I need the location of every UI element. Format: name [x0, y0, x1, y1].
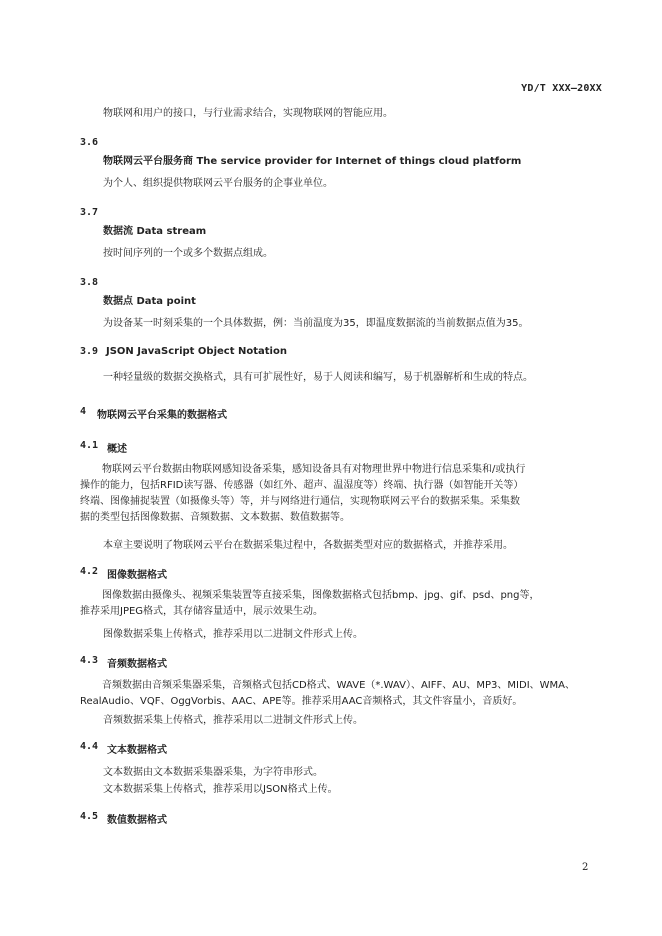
- term-definition-3-9: 一种轻量级的数据交换格式，具有可扩展性好，易于人阅读和编写，易于机器解析和生成的特点。: [103, 372, 533, 383]
- term-definition-3-7: 按时间序列的一个或多个数据点组成。: [103, 248, 273, 259]
- text-line: 终端、图像捕捉装置（如摄像头等）等，并与网络进行通信，实现物联网云平台的数据采集。采集数: [80, 496, 520, 507]
- section-4-2-paragraph-1: [80, 588, 600, 620]
- section-title-4-5: 数值数据格式: [107, 815, 167, 826]
- chapter-title: 物联网云平台采集的数据格式: [97, 410, 227, 421]
- section-title-4-3: 音频数据格式: [107, 659, 167, 670]
- text-line: 音频数据由音频采集器采集，音频格式包括CD格式、WAVE（*.WAV）、AIFF、AU、MP3、MIDI、WMA、: [102, 680, 576, 691]
- text-line: 推荐采用JPEG格式，其存储容量适中，展示效果生动。: [80, 606, 324, 617]
- term-title-3-6: 物联网云平台服务商 The service provider for Internet of things cloud platform: [103, 156, 522, 167]
- section-4-4-paragraph-1: 文本数据由文本数据采集器采集，为字符串形式。: [103, 767, 323, 778]
- section-number-4-2: 4.2: [80, 566, 99, 577]
- section-title-4-2: 图像数据格式: [107, 570, 167, 581]
- paragraph-intro-tail: 物联网和用户的接口，与行业需求结合，实现物联网的智能应用。: [103, 108, 393, 119]
- section-4-1-paragraph-2: 本章主要说明了物联网云平台在数据采集过程中，各数据类型对应的数据格式，并推荐采用。: [103, 540, 513, 551]
- section-4-3-paragraph-2: 音频数据采集上传格式，推荐采用以二进制文件形式上传。: [103, 715, 363, 726]
- section-number-4-3: 4.3: [80, 655, 99, 666]
- page-number: 2: [582, 862, 589, 873]
- text-line: 据的类型包括图像数据、音频数据、文本数据、数值数据等。: [80, 512, 350, 523]
- chapter-number: 4: [80, 406, 87, 417]
- section-title-4-4: 文本数据格式: [107, 745, 167, 756]
- section-title-4-1: 概述: [107, 444, 127, 455]
- term-title-3-9: JSON JavaScript Object Notation: [106, 346, 287, 357]
- section-4-2-paragraph-2: 图像数据采集上传格式，推荐采用以二进制文件形式上传。: [103, 629, 363, 640]
- term-number-3-8: 3.8: [80, 277, 99, 288]
- document-id: YD/T XXX—20XX: [521, 83, 602, 94]
- term-number-3-9: 3.9: [80, 346, 99, 357]
- text-line: 物联网云平台数据由物联网感知设备采集，感知设备具有对物理世界中物进行信息采集和/或执行: [102, 464, 526, 475]
- section-number-4-1: 4.1: [80, 440, 99, 451]
- section-number-4-5: 4.5: [80, 811, 99, 822]
- section-4-4-paragraph-2: 文本数据采集上传格式，推荐采用以JSON格式上传。: [103, 784, 338, 795]
- section-number-4-4: 4.4: [80, 741, 99, 752]
- text-line: RealAudio、VQF、OggVorbis、AAC、APE等。推荐采用AAC音频格式，其文件容量小，音质好。: [80, 696, 523, 707]
- term-title-3-8: 数据点 Data point: [103, 296, 196, 307]
- term-title-3-7: 数据流 Data stream: [103, 226, 207, 237]
- section-4-1-paragraph-1: [80, 462, 600, 526]
- term-definition-3-6: 为个人、组织提供物联网云平台服务的企事业单位。: [103, 178, 333, 189]
- text-line: 操作的能力，包括RFID读写器、传感器（如红外、超声、温湿度等）终端、执行器（如智能开关等）: [80, 480, 524, 491]
- section-4-3-paragraph-1: [80, 678, 600, 710]
- text-line: 图像数据由摄像头、视频采集装置等直接采集，图像数据格式包括bmp、jpg、gif、psd、png等，: [102, 590, 540, 601]
- term-number-3-6: 3.6: [80, 137, 99, 148]
- term-number-3-7: 3.7: [80, 207, 99, 218]
- term-definition-3-8: 为设备某一时刻采集的一个具体数据，例：当前温度为35，即温度数据流的当前数据点值为35。: [103, 318, 529, 329]
